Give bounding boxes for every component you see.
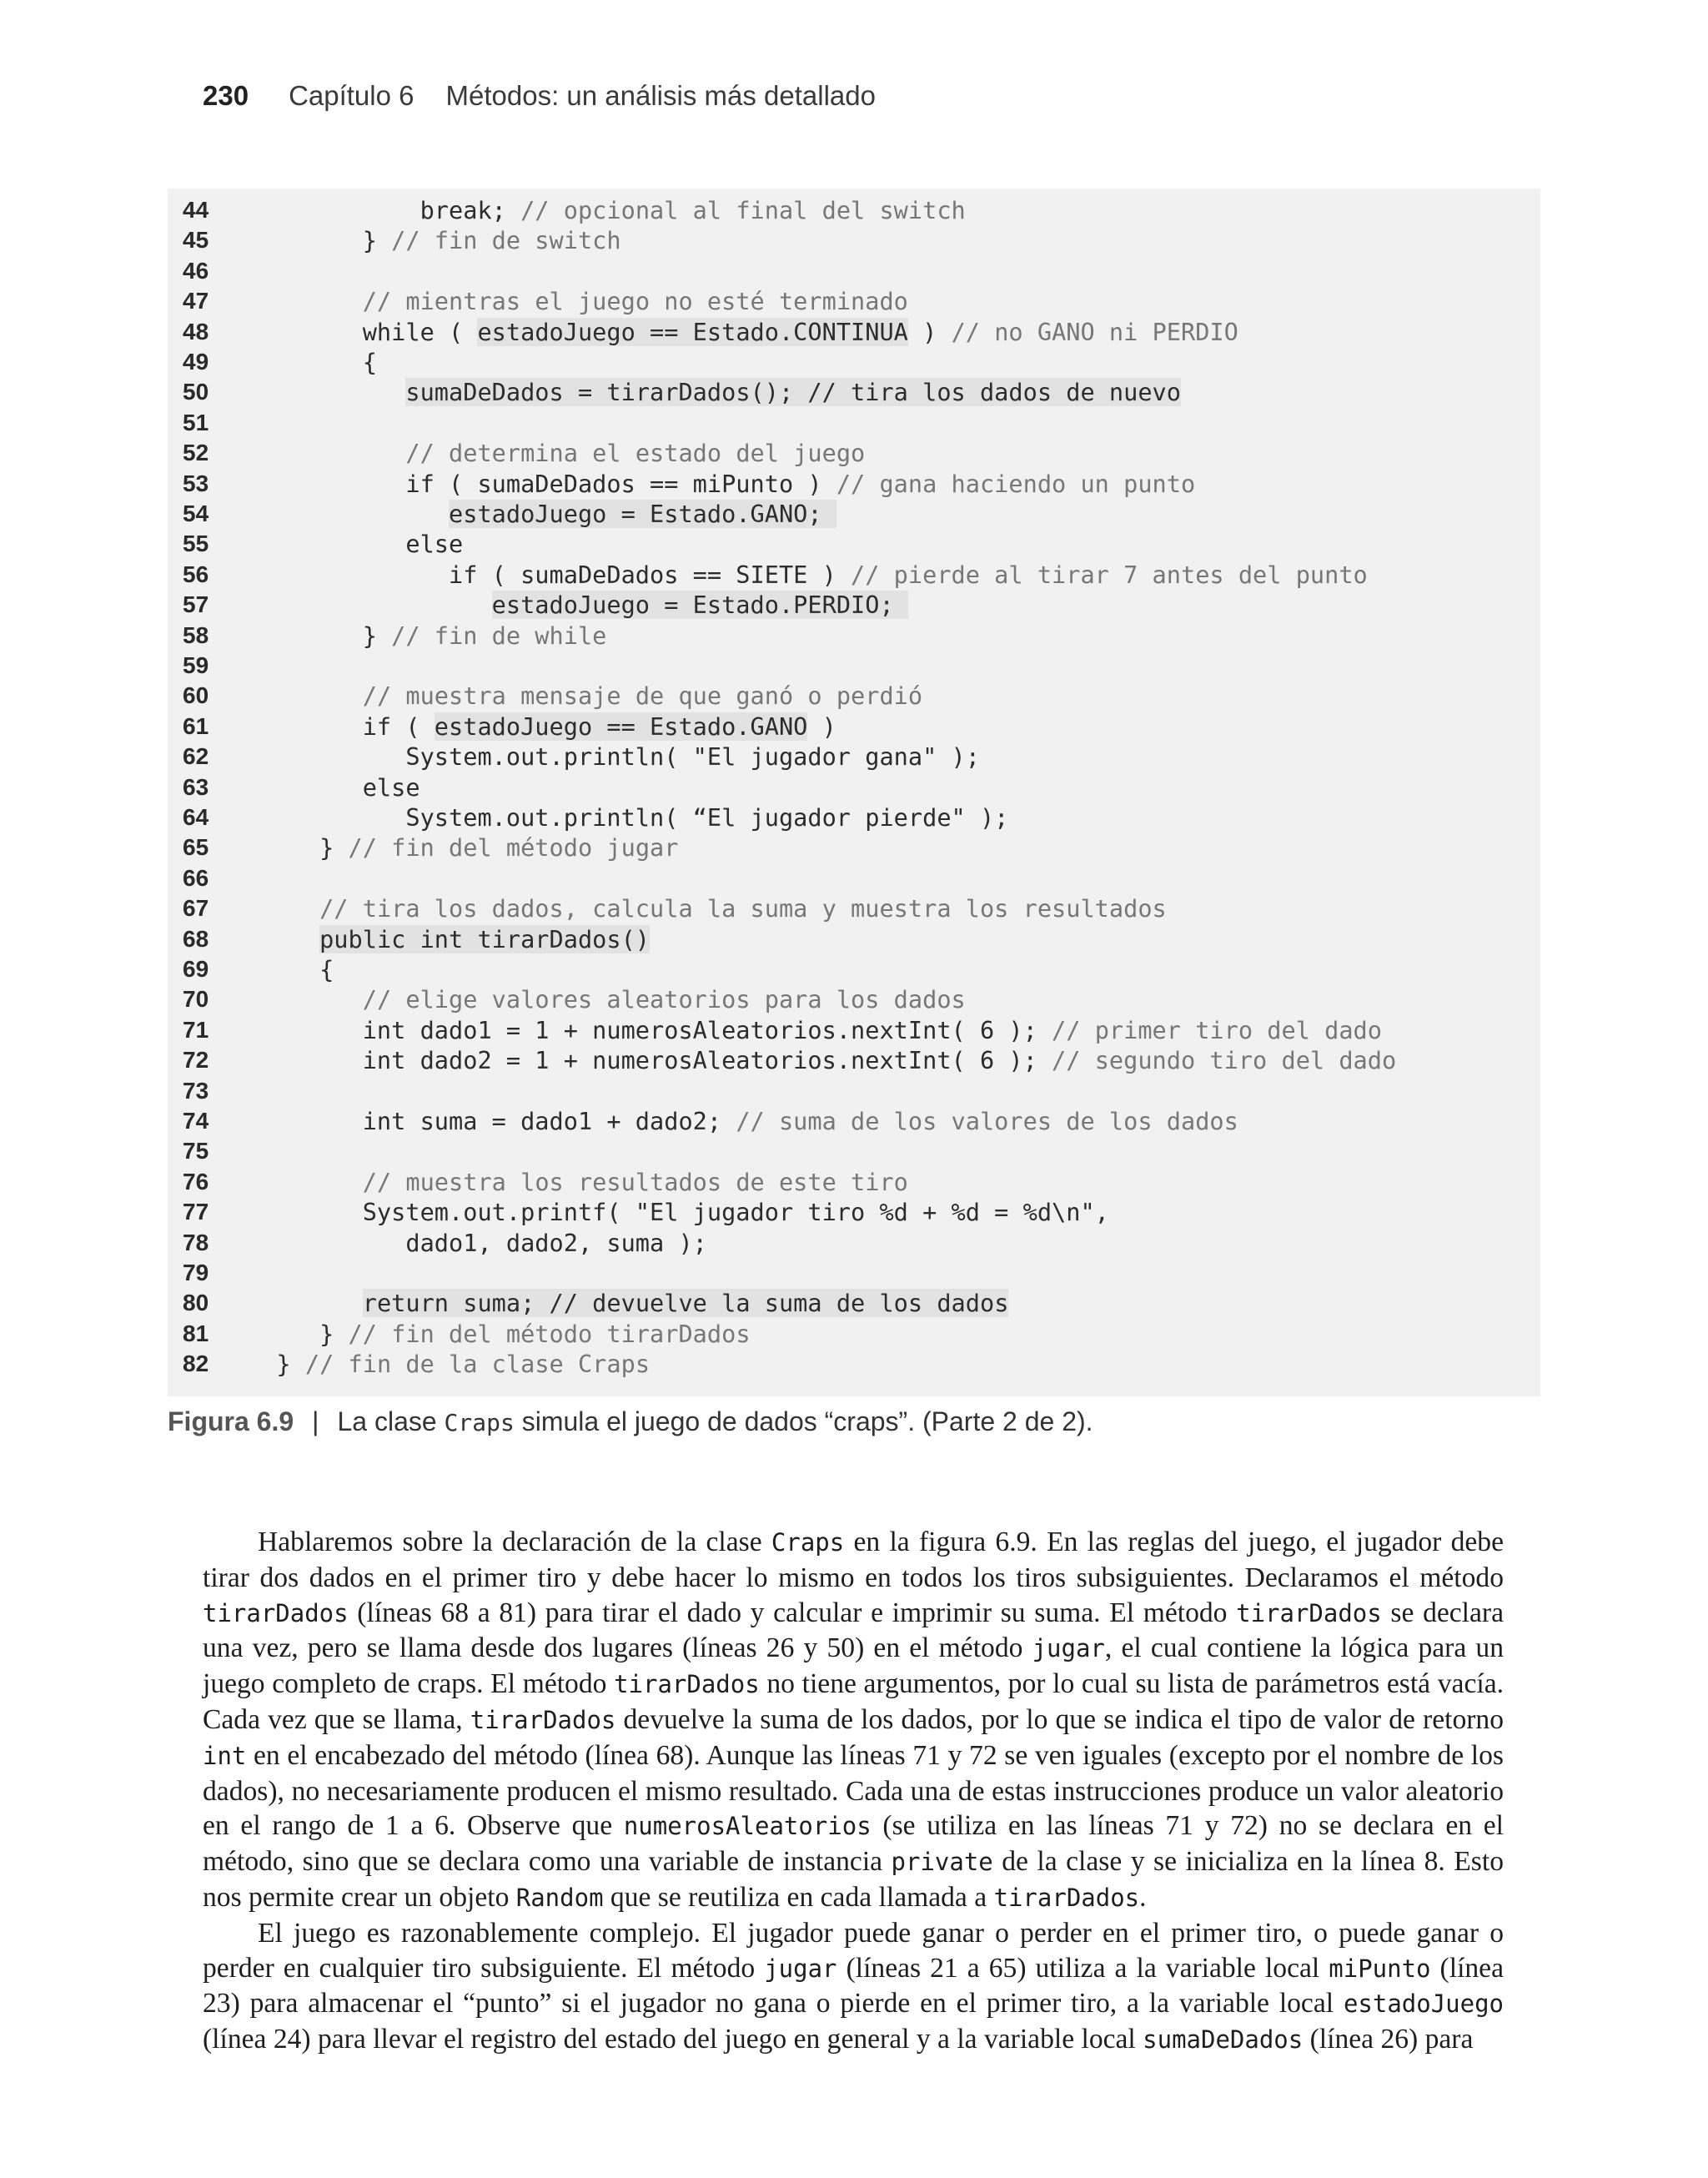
line-number: 64 xyxy=(183,804,209,830)
code-segment xyxy=(248,439,405,467)
code-comment: // fin de la clase Craps xyxy=(304,1350,651,1379)
code-segment xyxy=(248,894,319,923)
caption-code: Craps xyxy=(444,1409,515,1436)
code-text xyxy=(248,712,836,742)
line-number: 57 xyxy=(183,591,209,618)
body-paragraph xyxy=(203,1916,1504,2058)
line-number: 71 xyxy=(183,1016,209,1043)
line-number: 63 xyxy=(183,773,209,800)
line-number: 66 xyxy=(183,864,209,891)
text-run: . xyxy=(1139,1881,1147,1913)
body-text xyxy=(203,1525,1504,2058)
code-comment: // fin del método tirarDados xyxy=(348,1319,751,1348)
code-segment: } xyxy=(248,833,349,863)
figure-caption xyxy=(168,1406,1093,1437)
code-segment: ) xyxy=(907,317,952,346)
code-segment xyxy=(248,925,319,953)
line-number: 52 xyxy=(183,440,209,466)
code-comment: // fin de switch xyxy=(391,226,621,255)
inline-code: tirarDados xyxy=(470,1705,616,1734)
text-run: (líneas 21 a 65) utiliza a la variable local xyxy=(836,1952,1329,1984)
line-number: 76 xyxy=(183,1168,209,1195)
line-number: 55 xyxy=(183,531,209,557)
code-text xyxy=(248,954,334,984)
code-text xyxy=(248,802,1008,832)
code-segment xyxy=(248,1289,363,1317)
text-run: (línea 26) para xyxy=(1303,2024,1474,2055)
caption-text-after: simula el juego de dados “craps”. (Parte 2 de 2). xyxy=(514,1406,1093,1436)
line-number: 74 xyxy=(183,1108,209,1134)
inline-code: tirarDados xyxy=(1236,1598,1382,1627)
text-run: de la clase y se inicializa en la línea 8. Esto nos permite crear un objeto xyxy=(203,1846,1504,1913)
code-text xyxy=(248,438,865,468)
line-number: 47 xyxy=(183,288,209,314)
code-comment: // opcional al final del switch xyxy=(520,196,966,224)
chapter-label: Capítulo 6 xyxy=(289,80,414,111)
code-highlight: estadoJuego == Estado.CONTINUA xyxy=(477,317,908,346)
code-segment xyxy=(248,378,405,406)
inline-code: miPunto xyxy=(1329,1954,1431,1983)
code-text xyxy=(248,984,966,1014)
code-comment: // primer tiro del dado xyxy=(1052,1015,1382,1044)
line-number: 70 xyxy=(183,986,209,1013)
code-text xyxy=(248,529,463,559)
code-segment xyxy=(248,500,449,528)
text-run: devuelve la suma de los dados, por lo que se indica el tipo de valor de retorno xyxy=(615,1703,1504,1735)
code-segment xyxy=(248,682,363,710)
code-text xyxy=(248,1319,751,1349)
code-segment: } xyxy=(248,1350,305,1379)
code-text xyxy=(248,286,908,316)
text-run: se declara una vez, pero se llama desde dos lugares (líneas 26 y 50) en el método xyxy=(203,1597,1504,1664)
code-text xyxy=(248,832,678,863)
code-segment xyxy=(248,287,363,315)
code-text xyxy=(248,225,621,255)
code-segment: dado1, dado2, suma ); xyxy=(248,1228,707,1257)
figure-label: Figura 6.9 xyxy=(168,1406,294,1436)
code-comment: // determina el estado del juego xyxy=(405,439,866,468)
line-number: 62 xyxy=(183,743,209,770)
code-segment xyxy=(248,985,363,1014)
code-text xyxy=(248,590,908,620)
text-run: Hablaremos sobre la declaración de la clase xyxy=(258,1527,771,1557)
text-run: , el cual contiene la lógica para un juego completo de craps. El método xyxy=(203,1632,1504,1700)
code-text xyxy=(248,772,420,802)
code-text xyxy=(248,1197,1109,1227)
code-highlight: return suma; // devuelve la suma de los dados xyxy=(362,1289,1009,1318)
code-comment: // muestra los resultados de este tiro xyxy=(362,1167,908,1196)
text-run: (líneas 68 a 81) para tirar el dado y calcular e imprimir su suma. El método xyxy=(348,1597,1237,1628)
line-number: 75 xyxy=(183,1138,209,1164)
code-text xyxy=(248,742,980,772)
code-text xyxy=(248,1106,1238,1136)
line-number: 78 xyxy=(183,1229,209,1255)
inline-code: Craps xyxy=(771,1528,845,1557)
code-highlight: public int tirarDados() xyxy=(319,924,651,953)
line-number: 79 xyxy=(183,1260,209,1285)
text-run: (línea 23) para almacenar el “punto” si el jugador no gana o pierde en el primer tiro, a la variable local xyxy=(203,1952,1504,2020)
inline-code: tirarDados xyxy=(993,1883,1140,1912)
code-text xyxy=(248,499,836,529)
code-segment: System.out.printf( "El jugador tiro %d + %d = %d\n", xyxy=(248,1198,1109,1227)
code-listing xyxy=(168,189,1540,1396)
code-comment: // elige valores aleatorios para los dados xyxy=(362,985,966,1014)
line-number: 49 xyxy=(183,349,209,375)
code-comment: // gana haciendo un punto xyxy=(836,469,1196,498)
line-number: 81 xyxy=(183,1320,209,1346)
text-run: no tiene argumentos, por lo cual su lista de parámetros está vacía. Cada vez que se llama, xyxy=(203,1668,1504,1735)
line-number: 53 xyxy=(183,470,209,496)
line-number: 73 xyxy=(183,1077,209,1104)
line-number: 48 xyxy=(183,318,209,345)
code-segment: { xyxy=(248,955,334,983)
code-text xyxy=(248,377,1181,407)
inline-code: jugar xyxy=(764,1954,837,1983)
code-segment: ) xyxy=(807,712,836,741)
line-number: 56 xyxy=(183,561,209,587)
line-number: 72 xyxy=(183,1047,209,1074)
code-segment xyxy=(248,1168,363,1196)
code-text xyxy=(248,347,377,377)
code-segment: if ( sumaDeDados == SIETE ) xyxy=(248,560,851,589)
line-number: 54 xyxy=(183,500,209,526)
line-number: 60 xyxy=(183,682,209,709)
inline-code: tirarDados xyxy=(203,1598,349,1627)
code-segment: if ( xyxy=(248,712,435,741)
inline-code: Random xyxy=(515,1883,604,1912)
code-comment: // suma de los valores de los dados xyxy=(736,1107,1238,1135)
text-run: (línea 24) para llevar el registro del estado del juego en general y a la variable local xyxy=(203,2024,1143,2055)
code-comment: // fin de while xyxy=(391,621,607,650)
code-highlight: estadoJuego = Estado.GANO; xyxy=(449,500,836,528)
code-segment: } xyxy=(248,621,392,650)
code-segment: break; xyxy=(248,196,521,224)
line-number: 50 xyxy=(183,379,209,405)
code-comment: // tira los dados, calcula la suma y muestra los resultados xyxy=(319,894,1167,923)
line-number: 59 xyxy=(183,652,209,678)
line-number: 46 xyxy=(183,257,209,284)
code-text xyxy=(248,317,1238,347)
line-number: 45 xyxy=(183,227,209,254)
code-text xyxy=(248,1045,1396,1075)
code-comment: // segundo tiro del dado xyxy=(1052,1046,1397,1075)
code-comment: // no GANO ni PERDIO xyxy=(951,317,1238,346)
code-segment: int dado1 = 1 + numerosAleatorios.nextInt( 6 ); xyxy=(248,1015,1052,1044)
caption-separator: | xyxy=(312,1406,319,1436)
code-highlight: sumaDeDados = tirarDados(); // tira los dados de nuevo xyxy=(405,378,1181,407)
code-comment: // muestra mensaje de que ganó o perdió xyxy=(362,682,923,711)
code-comment: // mientras el juego no esté terminado xyxy=(362,287,908,316)
text-run: (se utiliza en las líneas 71 y 72) no se declara en el método, sino que se declara como una variable de instancia xyxy=(203,1810,1504,1878)
code-text xyxy=(248,1015,1382,1045)
code-text xyxy=(248,1349,650,1379)
code-segment xyxy=(248,591,492,619)
code-segment: else xyxy=(248,772,420,802)
code-text xyxy=(248,469,1195,499)
inline-code: numerosAleatorios xyxy=(623,1812,872,1841)
code-segment: System.out.println( "El jugador gana" ); xyxy=(248,742,980,772)
code-segment: System.out.println( “El jugador pierde" ); xyxy=(248,803,1009,832)
inline-code: sumaDeDados xyxy=(1143,2025,1304,2055)
line-number: 82 xyxy=(183,1351,209,1377)
line-number: 77 xyxy=(183,1199,209,1225)
code-text xyxy=(248,621,606,651)
inline-code: int xyxy=(203,1741,247,1770)
line-number: 44 xyxy=(183,197,209,223)
chapter-title: Métodos: un análisis más detallado xyxy=(445,80,876,111)
text-run: que se reutiliza en cada llamada a xyxy=(603,1881,994,1913)
code-text xyxy=(248,893,1167,923)
code-comment: // fin del método jugar xyxy=(348,833,679,863)
line-number: 80 xyxy=(183,1290,209,1316)
code-text xyxy=(248,1167,908,1197)
line-number: 68 xyxy=(183,925,209,952)
code-segment: while ( xyxy=(248,317,478,346)
page-number: 230 xyxy=(203,80,249,111)
text-run: El juego es razonablemente complejo. El jugador puede ganar o perder en el primer tiro, o puede ganar o perder en cualquier tiro subsiguiente. El método xyxy=(203,1917,1504,1984)
inline-code: private xyxy=(891,1848,993,1877)
code-segment: { xyxy=(248,348,377,376)
line-number: 61 xyxy=(183,712,209,739)
code-text xyxy=(248,560,1368,590)
code-comment: // pierde al tirar 7 antes del punto xyxy=(851,560,1368,589)
line-number: 51 xyxy=(183,409,209,435)
code-text xyxy=(248,1288,1008,1318)
code-segment: int suma = dado1 + dado2; xyxy=(248,1107,736,1135)
line-number: 69 xyxy=(183,956,209,982)
code-text xyxy=(248,924,650,954)
line-number: 58 xyxy=(183,621,209,648)
code-text xyxy=(248,1228,707,1258)
running-head xyxy=(203,80,876,112)
code-highlight: estadoJuego = Estado.PERDIO; xyxy=(491,591,908,620)
inline-code: tirarDados xyxy=(614,1670,760,1699)
text-run: en la figura 6.9. En las reglas del juego, el jugador debe tirar dos dados en el primer tiro y debe hacer lo mismo en todos los tiros subsiguientes. Declaramos el método xyxy=(203,1527,1504,1593)
code-segment: if ( sumaDeDados == miPunto ) xyxy=(248,469,836,498)
code-highlight: estadoJuego == Estado.GANO xyxy=(434,712,808,741)
code-text xyxy=(248,681,922,711)
line-number: 67 xyxy=(183,895,209,922)
inline-code: estadoJuego xyxy=(1343,1989,1504,2019)
code-segment: } xyxy=(248,226,392,255)
code-segment: else xyxy=(248,530,464,559)
line-number: 65 xyxy=(183,834,209,861)
inline-code: jugar xyxy=(1032,1634,1105,1663)
text-run: en el encabezado del método (línea 68). Aunque las líneas 71 y 72 se ven iguales (excepto por el nombre de los dados), no necesariamente producen el mismo resultado. Cada una de estas instrucciones produce un valor aleatorio en el rango de 1 a 6. Observe que xyxy=(203,1739,1504,1842)
body-paragraph xyxy=(203,1525,1504,1916)
caption-text-before: La clase xyxy=(337,1406,445,1436)
code-text xyxy=(248,195,966,225)
code-segment: } xyxy=(248,1319,349,1348)
code-segment: int dado2 = 1 + numerosAleatorios.nextInt( 6 ); xyxy=(248,1046,1052,1075)
